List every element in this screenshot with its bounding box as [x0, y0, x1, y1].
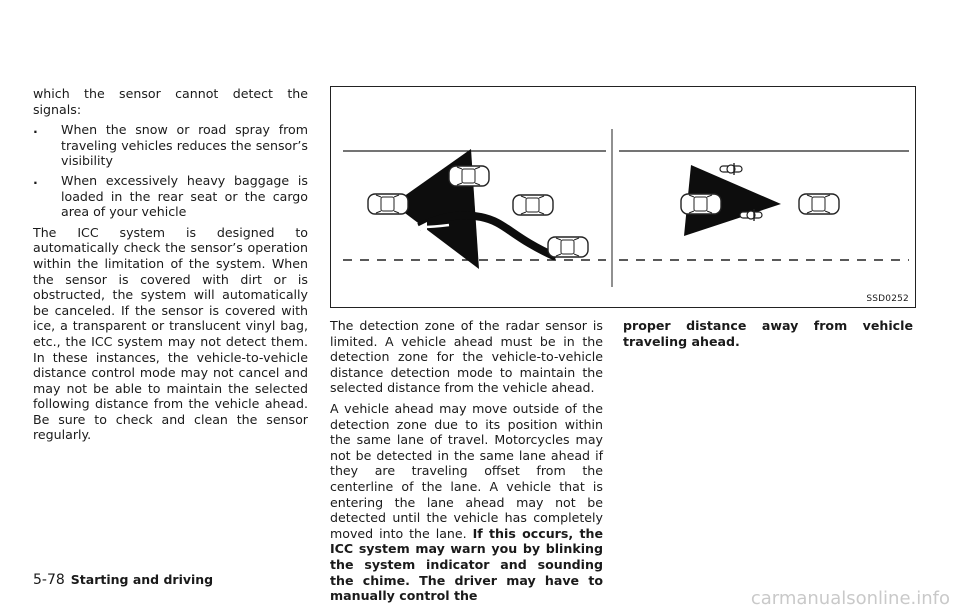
entering-vehicle-icon — [548, 237, 588, 257]
middle-text-column — [330, 318, 603, 609]
condition-list — [33, 122, 308, 220]
intro-paragraph: which the sensor cannot detect the signals: — [33, 86, 308, 117]
page-number: 5-78 — [33, 572, 65, 588]
list-item-text: When the snow or road spray from traveling vehicles reduces the sensor’s visibility — [61, 122, 308, 169]
figure-code: SSD0252 — [866, 294, 909, 304]
list-item — [33, 122, 308, 169]
vehicle-ahead-icon — [513, 195, 553, 215]
paragraph-text: A vehicle ahead may move outside of the detection zone due to its position within the same lane of travel. Motorcycles may not be detected in the same lane ahead if they are traveling offset from the centerline of the lane. A vehicle that is entering the lane ahead may not be detected until the vehicle has completely moved into the lane. — [330, 400, 603, 541]
list-item — [33, 173, 308, 220]
radar-detection-figure — [330, 86, 916, 308]
offset-vehicle-paragraph — [330, 401, 603, 604]
warning-text-continued: proper distance away from vehicle traveling ahead. — [623, 318, 913, 349]
bullet-icon: . — [33, 171, 38, 187]
left-text-column — [33, 86, 308, 448]
vehicle-ahead-icon — [799, 194, 839, 214]
page-footer — [33, 572, 213, 588]
right-text-column — [623, 318, 913, 354]
section-title: Starting and driving — [70, 572, 214, 587]
detection-zone-paragraph: The detection zone of the radar sensor is limited. A vehicle ahead must be in the detection zone for the vehicle-to-vehicle distance detection mode to maintain the selected distance from the vehicle ahead. — [330, 318, 603, 396]
offset-motorcycle-icon — [720, 163, 742, 175]
own-vehicle-icon — [681, 194, 721, 214]
watermark: carmanualsonline.info — [750, 588, 950, 609]
icc-sensor-paragraph: The ICC system is designed to automatically check the sensor’s operation within the limitation of the system. When the sensor is covered with dirt or is obstructed, the system will automatically be canceled. If the sensor is covered with ice, a transparent or translucent vinyl bag, etc., the ICC system may not detect them. In these instances, the vehicle-to-vehicle distance control mode may not cancel and may not be able to maintain the selected following distance from the vehicle ahead. Be sure to check and clean the sensor regularly. — [33, 224, 308, 443]
vehicle-ahead-icon — [449, 166, 489, 186]
bullet-icon: . — [33, 121, 38, 137]
detection-zone-illustration — [331, 87, 915, 307]
own-vehicle-icon — [368, 194, 408, 214]
list-item-text: When excessively heavy baggage is loaded in the rear seat or the cargo area of your vehicle — [61, 172, 308, 220]
warning-text: If this occurs, the ICC system may warn you by blinking the system indicator and sounding the chime. The driver may have to manually control the — [330, 525, 603, 604]
